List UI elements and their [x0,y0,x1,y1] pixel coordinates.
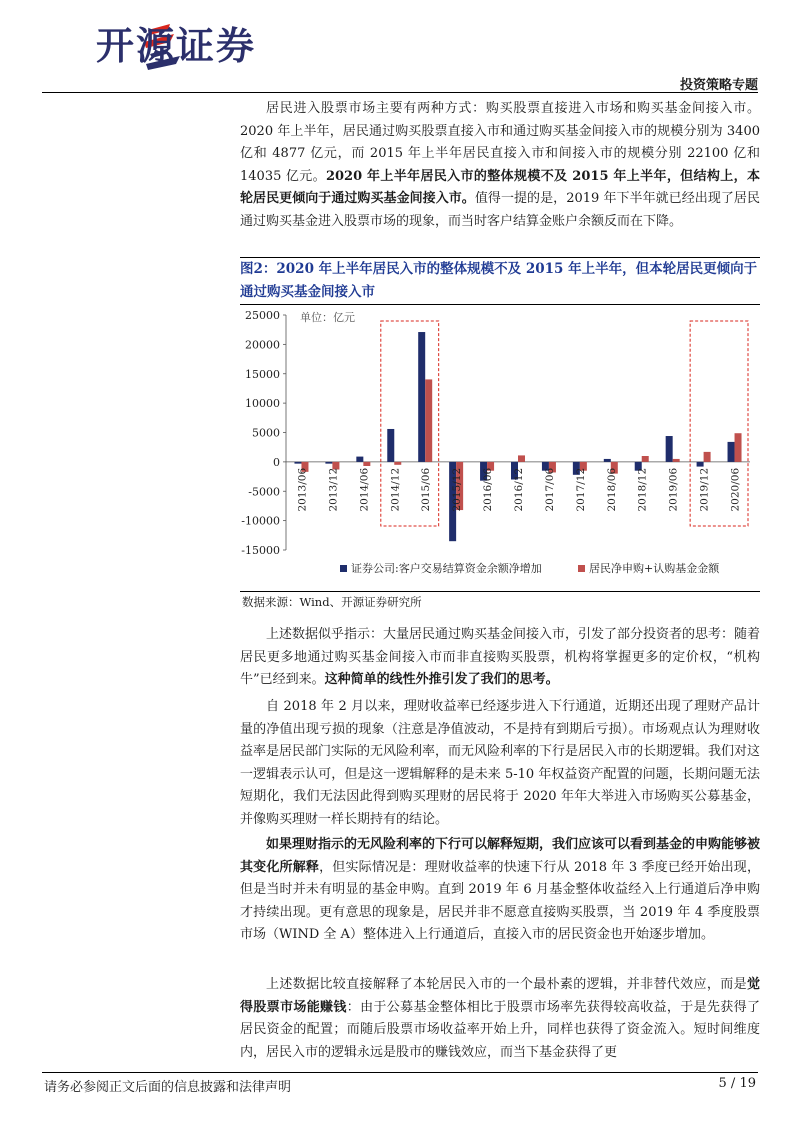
x-tick-label: 2017/12 [574,467,587,512]
x-tick-label: 2019/12 [698,467,711,512]
x-tick-label: 2018/12 [636,467,649,512]
x-tick-label: 2016/12 [513,467,525,512]
x-tick-label: 2015/06 [420,467,433,512]
x-tick-label: 2013/06 [296,467,309,512]
x-tick-label: 2017/06 [543,467,556,512]
para2-bold: 这种简单的线性外推引发了我们的思考。 [324,672,559,688]
y-tick-label: -10000 [241,514,280,528]
x-tick-label: 2020/06 [729,467,742,512]
bar-securities [418,332,425,462]
legend-label: 证券公司:客户交易结算资金余额净增加 [351,562,542,575]
y-tick-label: 5000 [252,426,280,440]
bar-fund [363,462,370,466]
para5-text-a: 上述数据比较直接解释了本轮居民入市的一个最朴素的逻辑，并非替代效应，而是 [266,977,747,992]
para5-text-b: ：由于公募基金整体相比于股票市场率先获得较高收益，于是先获得了居民资金的配置；而随后股票市场收益率开始上升，同样也获得了资金流入。短时间维度内，居民入市的逻辑永远是股市的赚钱效应，而当下基金获得了更 [240,999,760,1060]
bar-fund [518,455,525,461]
y-tick-label: 25000 [245,309,280,322]
page-number: 5 / 19 [718,1076,756,1091]
y-tick-label: 10000 [245,397,280,411]
body-paragraph-4 [240,834,760,947]
y-tick-label: -15000 [241,544,280,557]
x-tick-label: 2013/12 [327,467,340,512]
bar-fund [425,379,432,461]
y-tick-label: -5000 [248,485,280,499]
legend-swatch [340,565,347,572]
para1-text-b: 值得一提的是，2019 年下半年就已经出现了居民通过购买基金进入股票市场的现象，而当时客户结算金账户余额反而在下降。 [240,191,760,229]
footer-disclaimer: 请务必参阅正文后面的信息披露和法律声明 [44,1080,292,1095]
x-tick-label: 2015/12 [451,467,464,512]
y-tick-label: 15000 [245,367,280,381]
para1-text-a: 居民进入股票市场主要有两种方式：购买股票直接进入市场和购买基金间接入市。2020 年上半年，居民通过购买股票直接入市和通过购买基金间接入市的规模分别为 3400 亿和 4877 亿元，而 2015 年上半年居民直接入市和间接入市的规模分别 22100 亿和 14035 亿元。 [240,101,760,184]
bar-fund [673,459,680,462]
bar-fund [704,452,711,462]
para1-bold: 2020 年上半年居民入市的整体规模不及 2015 年上半年，但结构上，本轮居民更倾向于通过购买基金间接入市。 [240,168,760,207]
bar-securities [294,462,301,464]
x-tick-label: 2014/06 [358,467,371,512]
bar-fund [394,462,401,465]
company-logo-text: 开源证券 [96,24,257,68]
x-tick-label: 2019/06 [667,467,680,512]
body-paragraph-5 [240,974,760,1064]
figure-top-rule [240,257,760,258]
x-tick-label: 2016/06 [482,467,495,512]
bar-securities [728,442,735,462]
bar-securities [666,436,673,462]
para4-text: ，但实际情况是：理财收益率的快速下行从 2018 年 3 季度已经开始出现，但是当时并未有明显的基金申购。直到 2019 年 6 月基金整体收益经入上行通道后净申购才持续出现。更有意思的现象是，居民并非不愿意直接购买股票，当 2019 年 4 季度股票市场（WIND 全 A）整体进入上行通道后，直接入市的居民资金也开始逐步增加。 [240,859,760,943]
x-tick-label: 2018/06 [605,467,618,512]
bar-securities [697,462,704,467]
section-title: 投资策略专题 [679,78,758,93]
bar-fund [735,433,742,462]
figure-source: 数据来源：Wind、开源证券研究所 [242,595,422,609]
body-paragraph-2 [240,624,760,692]
unit-label: 单位：亿元 [300,311,355,324]
body-paragraph-3: 自 2018 年 2 月以来，理财收益率已经逐步进入下行通道，近期还出现了理财产品计量的净值出现亏损的现象（注意是净值波动，不是持有到期后亏损）。市场观点认为理财收益率是居民部门实际的无风险利率，而无风险利率的下行是居民入市的长期逻辑。我们对这一逻辑表示认可，但是这一逻辑解释的是未来 5-10 年权益资产配置的问题，长期问题无法短期化，我们无法因此得到购买理财的居民将于 2020 年年大举进入市场购买公募基金，并像购买理财一样长期持有的结论。 [240,699,761,827]
figure-title-rule [240,304,760,305]
bar-fund [642,456,649,462]
bar-chart [240,306,760,590]
para4-bold: 如果理财指示的无风险利率的下行可以解释短期，我们应该可以看到基金的申购能够被其变化所解释 [240,837,761,875]
bar-securities [356,457,363,462]
para5-bold: 觉得股票市场能赚钱 [240,977,760,1015]
y-tick-label: 20000 [245,338,280,352]
legend-swatch [578,565,585,572]
bar-securities [387,429,394,462]
figure-title: 图2：2020 年上半年居民入市的整体规模不及 2015 年上半年，但本轮居民更倾向于通过购买基金间接入市 [240,261,758,300]
bar-securities [604,459,611,462]
header-divider [42,92,758,93]
bar-securities [325,462,332,464]
y-tick-label: 0 [273,455,280,469]
body-paragraph-1 [240,98,760,234]
x-tick-label: 2014/12 [389,467,402,512]
legend-label: 居民净申购+认购基金金额 [589,562,720,575]
para2-text: 上述数据似乎指示：大量居民通过购买基金间接入市，引发了部分投资者的思考：随着居民更多地通过购买基金间接入市而非直接购买股票，机构将掌握更多的定价权，“机构牛”已经到来。 [240,627,761,688]
footer-divider [42,1072,758,1073]
figure-bottom-rule [240,591,760,592]
